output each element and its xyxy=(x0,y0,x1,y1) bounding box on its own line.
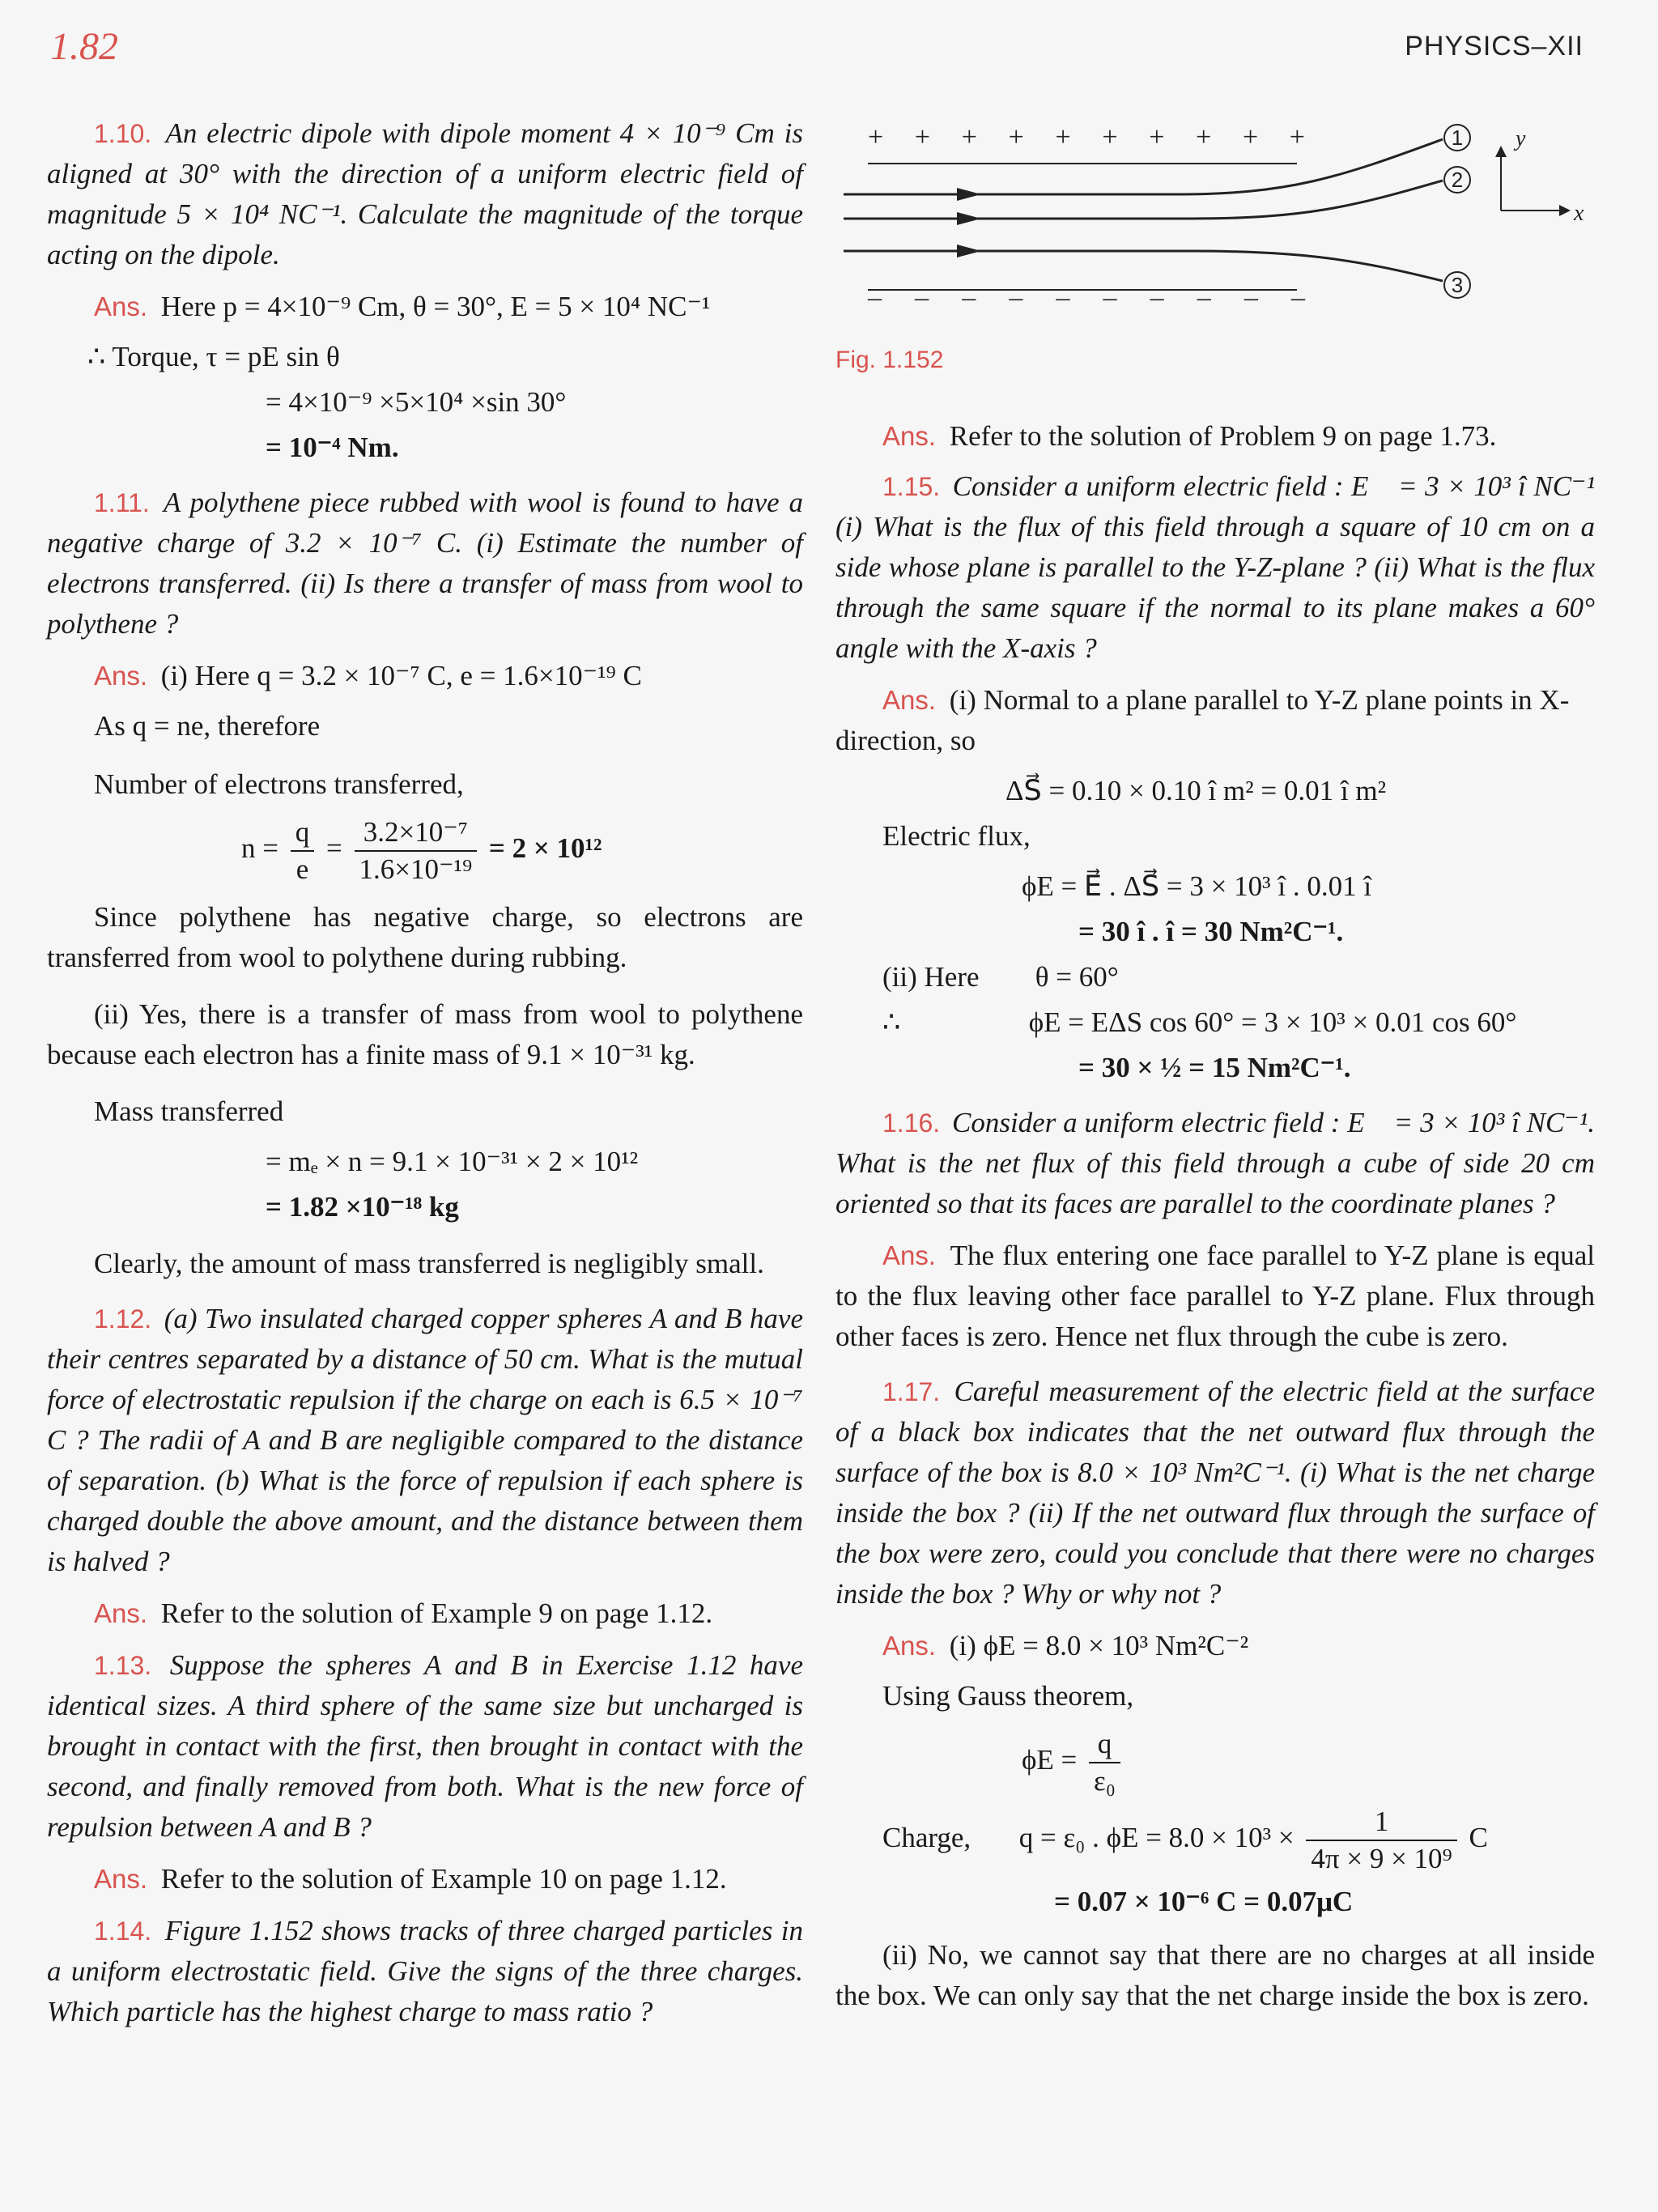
question-1-10 xyxy=(47,113,803,275)
numerator: q xyxy=(1089,1726,1120,1763)
equals-sign: = xyxy=(326,832,342,865)
y-axis-arrow-icon xyxy=(1495,146,1507,157)
answer-label: Ans. xyxy=(882,685,937,715)
question-number: 1.15. xyxy=(882,472,941,501)
question-number: 1.14. xyxy=(94,1916,152,1946)
question-text: (a) Two insulated charged copper spheres A and B have their centres separated by a distance of 50 cm. What is the mutual force of electrostatic repulsion if the charge on each is 6.5 × 10⁻⁷ C ? The radii of A and B are negligible compared to the distance of separation. (b) What is the force of repulsion if each sphere is charged double the above amount, and the distance between them is halved ? xyxy=(47,1303,803,1577)
question-text: Careful measurement of the electric field at the surface of a black box indicates that the net outward flux through the surface of the box is 8.0 × 10³ Nm²C⁻¹. (i) What is the net charge inside the box ? (ii) If the net outward flux through the surface of the box were zero, could you conclude that there were no charges inside the box ? Why or why not ? xyxy=(835,1376,1595,1610)
arrowhead-icon xyxy=(957,188,981,201)
figure-1-152 xyxy=(835,105,1595,332)
answer-text: (i) ϕE = 8.0 × 10³ Nm²C⁻² xyxy=(949,1630,1249,1661)
denominator: ε₀ xyxy=(1094,1765,1116,1797)
text-line: Electric flux, xyxy=(882,820,1031,852)
question-text: An electric dipole with dipole moment 4 × 10⁻⁹ Cm is aligned at 30° with the direction of a uniform electric field of magnitude 5 × 10⁴ NC⁻¹. Calculate the magnitude of the torque acting on the dipole. xyxy=(47,117,803,270)
track-2 xyxy=(844,181,1443,219)
equation: ∴ Torque, τ = pE sin θ xyxy=(87,341,340,372)
gauss-equation xyxy=(835,1726,1595,1799)
equation: = mₑ × n = 9.1 × 10⁻³¹ × 2 × 10¹² xyxy=(266,1146,639,1177)
question-text: Consider a uniform electric field : E⃗ = 3 × 10³ î NC⁻¹. What is the net flux of this field through a cube of side 20 cm oriented so that its faces are parallel to the coordinate planes ? xyxy=(835,1107,1596,1219)
equation: ϕE = EΔS cos 60° = 3 × 10³ × 0.01 cos 60° xyxy=(1028,1006,1517,1038)
figure-caption: Fig. 1.152 xyxy=(835,347,944,373)
answer-label: Ans. xyxy=(882,1631,937,1661)
equation-result: = 30 × ½ = 15 Nm²C⁻¹. xyxy=(1078,1052,1351,1083)
question-1-15 xyxy=(835,466,1595,669)
question-number: 1.10. xyxy=(94,119,152,148)
equation-row xyxy=(835,957,1595,998)
answer-label: Ans. xyxy=(94,1598,148,1628)
equation-result: = 30 î . î = 30 Nm²C⁻¹. xyxy=(1078,916,1344,947)
text-line: Mass transferred xyxy=(94,1095,284,1127)
question-text: Suppose the spheres A and B in Exercise 1.12 have identical sizes. A third sphere of the same size but uncharged is brought in contact with the first, then brought in contact with the second, and finally removed from both. What is the new force of repulsion between A and B ? xyxy=(47,1649,803,1843)
answer-1-17 xyxy=(882,1626,1595,1666)
y-axis-label: y xyxy=(1516,126,1526,151)
text-line: Number of electrons transferred, xyxy=(94,768,464,800)
answer-text: (i) Here q = 3.2 × 10⁻⁷ C, e = 1.6×10⁻¹⁹ C xyxy=(160,660,642,691)
answer-text: Refer to the solution of Example 10 on page 1.12. xyxy=(160,1863,727,1895)
track-label-2: 2 xyxy=(1451,168,1464,192)
answer-1-15 xyxy=(835,680,1595,761)
equation: = 4×10⁻⁹ ×5×10⁴ ×sin 30° xyxy=(266,386,567,418)
equation-lhs: ϕE = xyxy=(1022,1744,1078,1776)
numerator: 3.2×10⁻⁷ xyxy=(355,815,478,852)
equation: θ = 60° xyxy=(1035,961,1119,993)
equation-result: = 0.07 × 10⁻⁶ C = 0.07μC xyxy=(1054,1886,1354,1917)
equation-lhs: n = xyxy=(241,832,278,865)
answer-label: Ans. xyxy=(94,661,148,691)
question-1-13 xyxy=(47,1645,803,1848)
question-text: A polythene piece rubbed with wool is found to have a negative charge of 3.2 × 10⁻⁷ C. (i) Estimate the number of electrons transferred. (ii) Is there a transfer of mass from wool to polythene ? xyxy=(47,487,803,640)
equation: ϕE = E⃗ . ΔS⃗ = 3 × 10³ î . 0.01 î xyxy=(1022,870,1372,902)
equation-result: = 10⁻⁴ Nm. xyxy=(266,432,399,463)
text-line: Using Gauss theorem, xyxy=(882,1680,1134,1712)
fraction xyxy=(1306,1804,1456,1877)
answer-label: Ans. xyxy=(94,291,148,321)
paragraph: Since polythene has negative charge, so electrons are transferred from wool to polythene during rubbing. xyxy=(47,901,803,973)
equation-label: (ii) Here xyxy=(882,961,980,993)
answer-1-12 xyxy=(94,1593,803,1634)
denominator: e xyxy=(295,853,309,885)
question-number: 1.13. xyxy=(94,1651,152,1680)
denominator: 1.6×10⁻¹⁹ xyxy=(359,853,473,885)
track-1 xyxy=(844,139,1443,194)
particle-tracks-diagram xyxy=(835,105,1595,332)
answer-label: Ans. xyxy=(94,1864,148,1894)
positive-plate-signs: + + + + + + + + + + xyxy=(868,122,1305,152)
question-number: 1.17. xyxy=(882,1377,941,1406)
answer-text: Refer to the solution of Example 9 on page 1.12. xyxy=(160,1597,713,1629)
answer-1-13 xyxy=(94,1859,803,1899)
track-label-1: 1 xyxy=(1451,125,1464,150)
track-label-3: 3 xyxy=(1451,273,1464,297)
left-column xyxy=(47,113,803,2044)
question-1-14 xyxy=(47,1911,803,2032)
denominator: 4π × 9 × 10⁹ xyxy=(1311,1843,1452,1874)
charge-equation xyxy=(835,1804,1595,1877)
equation: q = ε₀ . ϕE = 8.0 × 10³ × xyxy=(1018,1822,1295,1854)
answer-text: The flux entering one face parallel to Y-Z plane is equal to the flux leaving other face parallel to Y-Z plane. Flux through other faces is zero. Hence net flux through the cube is zero. xyxy=(835,1240,1595,1352)
track-3 xyxy=(844,251,1443,281)
paragraph: (ii) No, we cannot say that there are no charges at all inside the box. We can only say that the net charge inside the box is zero. xyxy=(835,1939,1595,2011)
arrowhead-icon xyxy=(957,212,981,225)
question-1-16 xyxy=(835,1103,1595,1224)
answer-text: (i) Normal to a plane parallel to Y-Z plane points in X-direction, so xyxy=(835,684,1570,756)
paragraph: Clearly, the amount of mass transferred is negligibly small. xyxy=(94,1248,764,1279)
answer-text: Here p = 4×10⁻⁹ Cm, θ = 30°, E = 5 × 10⁴ NC⁻¹ xyxy=(160,291,711,322)
equation-row xyxy=(835,1002,1595,1043)
question-1-17 xyxy=(835,1372,1595,1614)
equation-label: Charge, xyxy=(882,1822,971,1854)
equation-result: = 1.82 ×10⁻¹⁸ kg xyxy=(266,1191,459,1223)
fraction xyxy=(1089,1726,1120,1799)
numerator: 1 xyxy=(1306,1804,1456,1841)
unit: C xyxy=(1469,1822,1488,1854)
x-axis-label: x xyxy=(1574,201,1584,226)
question-number: 1.12. xyxy=(94,1304,152,1334)
answer-label: Ans. xyxy=(882,1240,937,1270)
x-axis-arrow-icon xyxy=(1559,205,1571,216)
page-number: 1.82 xyxy=(50,25,118,68)
fraction xyxy=(355,815,478,887)
question-number: 1.11. xyxy=(94,488,150,517)
electron-count-equation xyxy=(47,815,803,887)
equation-result: = 2 × 10¹² xyxy=(488,832,602,865)
answer-1-10 xyxy=(94,287,803,327)
numerator: q xyxy=(291,815,315,852)
answer-1-11 xyxy=(94,656,803,696)
paragraph: (ii) Yes, there is a transfer of mass from wool to polythene because each electron has a finite mass of 9.1 × 10⁻³¹ kg. xyxy=(47,998,803,1070)
right-column xyxy=(835,105,1595,2027)
equation: ΔS⃗ = 0.10 × 0.10 î m² = 0.01 î m² xyxy=(1005,775,1387,806)
question-number: 1.16. xyxy=(882,1108,941,1138)
answer-1-16 xyxy=(835,1236,1595,1357)
equation-label: ∴ xyxy=(882,1006,901,1038)
question-text: Figure 1.152 shows tracks of three charged particles in a uniform electrostatic field. Give the signs of the three charges. Which particle has the highest charge to mass ratio ? xyxy=(47,1915,803,2027)
text-line: As q = ne, therefore xyxy=(94,710,321,742)
negative-plate-signs: – – – – – – – – – – xyxy=(868,283,1305,313)
answer-text: Refer to the solution of Problem 9 on page 1.73. xyxy=(949,420,1497,452)
answer-1-14 xyxy=(882,416,1595,457)
arrowhead-icon xyxy=(957,245,981,257)
fraction xyxy=(291,815,315,887)
answer-label: Ans. xyxy=(882,421,937,451)
running-head: PHYSICS–XII xyxy=(1405,31,1584,62)
question-text: Consider a uniform electric field : E⃗ = 3 × 10³ î NC⁻¹ (i) What is the flux of this field through a square of 10 cm on a side whose plane is parallel to the Y-Z-plane ? (ii) What is the flux through the same square if the normal to its plane makes a 60° angle with the X-axis ? xyxy=(835,470,1596,664)
question-1-12 xyxy=(47,1299,803,1582)
question-1-11 xyxy=(47,483,803,644)
